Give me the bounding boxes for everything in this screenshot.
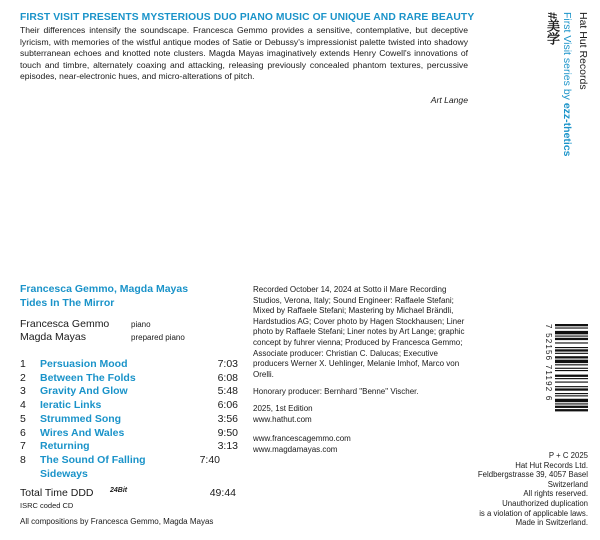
recording-credits: Recorded October 14, 2024 at Sotto il Mare Recording Studios, Verona, Italy; Sound Engineer: Raffaele Stefani; Mixed by Raffaele Stefani; Mastering by Michael Brändli, Hardstudios AG; Cover photo by Hagen Stockhausen; Liner photo by Raffaele Stefani; Liner notes by Art Lange; graphic concept by fuhrer vienna; Produced by Francesca Gemmo; Associate producer: Christian C. Dalucas; Executive producers Werner X. Uehlinger, Melanie Imhof, Marco von Orelli. bbox=[253, 285, 465, 379]
album-title: Tides In The Mirror bbox=[20, 297, 115, 309]
label-name: Hat Hut Records bbox=[577, 12, 589, 90]
barcode-bar bbox=[555, 393, 588, 394]
track-number: 5 bbox=[20, 412, 26, 425]
barcode-bar bbox=[555, 353, 588, 354]
label-line: Unauthorized duplication bbox=[502, 498, 588, 508]
tracklist bbox=[20, 358, 238, 481]
barcode-bar bbox=[555, 403, 588, 404]
track-row bbox=[20, 413, 238, 427]
track-row bbox=[20, 440, 238, 454]
track-time: 6:08 bbox=[217, 371, 238, 384]
track-time: 3:13 bbox=[217, 440, 238, 453]
track-time: 3:56 bbox=[217, 412, 238, 425]
performer-role: piano bbox=[131, 320, 151, 329]
compositions-credit: All compositions by Francesca Gemmo, Magda Mayas bbox=[20, 517, 214, 526]
barcode-bar bbox=[555, 382, 588, 383]
brand-name: ezz-thetics bbox=[561, 102, 573, 157]
label-line: Feldbergstrasse 39, 4057 Basel bbox=[477, 470, 588, 480]
track-title: The Sound Of Falling Sideways bbox=[40, 453, 146, 480]
barcode-bar bbox=[555, 327, 588, 328]
barcode-bar bbox=[555, 347, 588, 348]
series-text: First Visit series by bbox=[561, 12, 573, 100]
isrc-note: ISRC coded CD bbox=[20, 501, 74, 510]
track-title: Persuasion Mood bbox=[40, 358, 128, 370]
track-row bbox=[20, 399, 238, 413]
label-line: Hat Hut Records Ltd. bbox=[515, 460, 588, 470]
edition-line: 2025, 1st Edition bbox=[253, 404, 313, 413]
barcode-bar bbox=[555, 336, 588, 337]
barcode-bar bbox=[555, 331, 588, 334]
liner-blurb bbox=[20, 25, 468, 107]
series-line bbox=[561, 12, 573, 157]
track-row bbox=[20, 358, 238, 372]
artist-websites bbox=[253, 434, 351, 455]
barcode-bar bbox=[555, 388, 588, 390]
label-line: All rights reserved. bbox=[523, 489, 588, 499]
barcode-bar bbox=[555, 375, 588, 377]
barcode-bar bbox=[555, 368, 588, 369]
label-line: Made in Switzerland. bbox=[515, 518, 588, 528]
track-title: Returning bbox=[40, 440, 90, 453]
barcode-bar bbox=[555, 360, 588, 363]
label-line: Switzerland bbox=[547, 479, 588, 489]
edition-info bbox=[253, 404, 313, 425]
track-title: Strummed Song bbox=[40, 412, 122, 425]
blurb-author: Art Lange bbox=[430, 95, 468, 106]
barcode-bar bbox=[555, 399, 588, 402]
track-title: Gravity And Glow bbox=[40, 385, 128, 398]
honorary-producer: Honorary producer: Bernhard "Benne" Vischer. bbox=[253, 387, 419, 396]
barcode-bar bbox=[555, 370, 588, 371]
barcode-bar bbox=[555, 364, 588, 365]
track-row bbox=[20, 385, 238, 399]
logo-text: #美学 bbox=[545, 12, 560, 46]
bit-depth-badge: 24Bit bbox=[110, 487, 128, 494]
barcode-bar bbox=[555, 338, 588, 340]
barcode-bar bbox=[555, 386, 588, 387]
artist-name: Francesca Gemmo, Magda Mayas bbox=[20, 283, 189, 295]
barcode-bar bbox=[555, 409, 588, 411]
performer-name: Francesca Gemmo bbox=[20, 318, 110, 330]
track-time: 9:50 bbox=[217, 426, 238, 439]
blurb-text: Their differences intensify the soundscape. Francesca Gemmo provides a sensitive, contemplative, but deceptive lyricism, with memories of the wistful antique modes of Satie or Debussy's impressionist palette twisted into shadowy subterranean echoes and knotted note clusters. Magda Mayas imaginatively extends Henry Cowell's innovations of touch and timbre, alternately coaxing and attacking, releasing previously concealed phantom textures, percussive episodes, near-electronic hues, and micro-alterations of pitch. bbox=[20, 25, 468, 82]
track-row bbox=[20, 454, 238, 481]
barcode-bar bbox=[555, 406, 588, 408]
performer-name: Magda Mayas bbox=[20, 331, 86, 343]
performer-role: prepared piano bbox=[131, 333, 185, 342]
barcode-bar bbox=[555, 342, 588, 343]
track-number: 7 bbox=[20, 440, 26, 453]
track-time: 7:03 bbox=[217, 358, 238, 370]
track-title: Wires And Wales bbox=[40, 426, 125, 439]
track-title: Ieratic Links bbox=[40, 399, 102, 412]
track-number: 8 bbox=[20, 453, 26, 466]
barcode-bar bbox=[555, 349, 588, 351]
performer bbox=[20, 331, 185, 343]
track-time: 5:48 bbox=[217, 385, 238, 398]
barcode-bar bbox=[555, 356, 588, 358]
total-time-row bbox=[20, 487, 236, 499]
label-info bbox=[446, 451, 588, 528]
track-title: Between The Folds bbox=[40, 371, 136, 384]
total-time-value: 49:44 bbox=[209, 487, 236, 499]
track-time: 6:06 bbox=[217, 399, 238, 412]
performer bbox=[20, 318, 151, 330]
total-time-label: Total Time DDD bbox=[20, 487, 94, 499]
label-line: P + C 2025 bbox=[548, 451, 588, 460]
barcode-digits: 7 52156 71192 6 bbox=[544, 324, 553, 402]
barcode-bar bbox=[555, 324, 588, 326]
track-number: 4 bbox=[20, 399, 26, 412]
track-number: 6 bbox=[20, 426, 26, 439]
label-website: www.hathut.com bbox=[253, 414, 312, 424]
track-number: 1 bbox=[20, 358, 26, 370]
label-line: is a violation of applicable laws. bbox=[479, 508, 588, 518]
barcode-bar bbox=[555, 378, 588, 379]
track-row bbox=[20, 372, 238, 386]
barcode-bar bbox=[555, 395, 588, 396]
track-number: 2 bbox=[20, 371, 26, 384]
track-time: 7:40 bbox=[199, 453, 220, 466]
headline: FIRST VISIT PRESENTS MYSTERIOUS DUO PIANO MUSIC OF UNIQUE AND RARE BEAUTY bbox=[20, 12, 475, 23]
website-link: www.magdamayas.com bbox=[253, 444, 338, 454]
track-row bbox=[20, 427, 238, 441]
track-number: 3 bbox=[20, 385, 26, 398]
website-link: www.francescagemmo.com bbox=[253, 434, 351, 443]
